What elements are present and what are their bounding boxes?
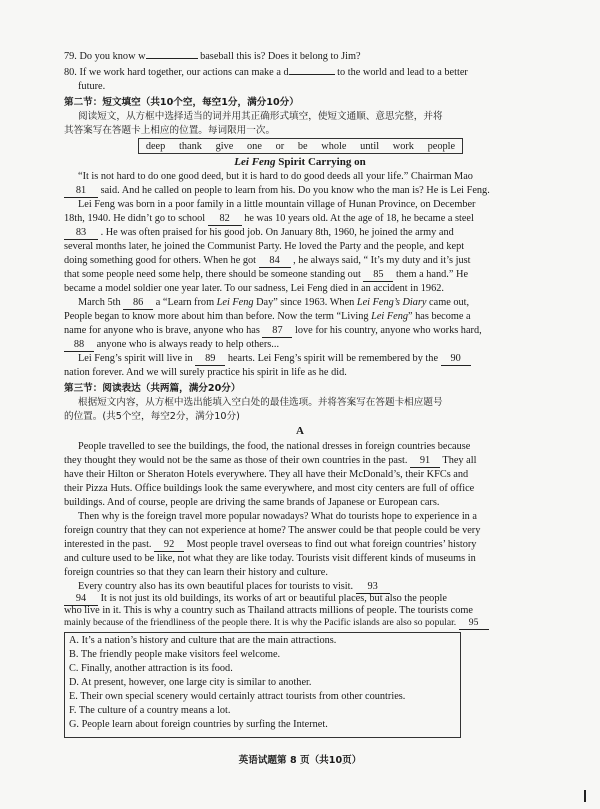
page-edge-mark [584, 790, 586, 802]
reading-line: Then why is the foreign travel more popular nowadays? What do tourists hope to experience in a [78, 511, 477, 522]
reading-line: have their Hilton or Sheraton Hotels everywhere. They all have their McDonald’s, their KFCs and [64, 469, 469, 480]
passage-title-name: Lei Feng [234, 156, 276, 168]
passage-italic: Lei Feng [371, 311, 409, 322]
blank-91[interactable]: 91 [410, 455, 440, 468]
q80-text-end: to the world and lead to a better [334, 67, 468, 78]
passage-text: said. And he called on people to learn from his. Do you know who the man is? He is Lei Feng. [98, 185, 490, 196]
q80-continuation: future. [78, 81, 106, 92]
passage-text: 18th, 1940. He didn’t go to school [64, 213, 208, 224]
reading-line: who live in it. This is why a country such as Thailand attracts millions of people. The tourists come [64, 605, 473, 616]
reading-line: foreign country that they can not experience at home? The answer could be that people could be very [64, 525, 481, 536]
passage-italic: Lei Feng’s Diary [356, 297, 427, 308]
reading-text: Most people travel overseas to find out what foreign countries’ history [184, 539, 477, 550]
reading-line [64, 538, 539, 552]
reading-line: mainly because of the friendliness of the people there. It is why the Pacific islands are also so popular. 95 [64, 616, 539, 630]
word-option: one [247, 140, 262, 152]
passage-text: a “Learn from [153, 297, 217, 308]
blank-84[interactable]: 84 [259, 255, 291, 268]
reading-line: foreign countries so that they can learn their history and culture. [64, 567, 328, 578]
question-80 [64, 66, 539, 80]
blank-81[interactable]: 81 [64, 185, 98, 198]
passage-line [64, 254, 539, 268]
passage-italic: Lei Feng [216, 297, 254, 308]
passage-line [64, 268, 539, 282]
word-option: deep [145, 140, 166, 152]
question-79 [64, 50, 539, 64]
blank-92[interactable]: 92 [154, 539, 184, 552]
q79-text-end: baseball this is? Does it belong to Jim? [197, 51, 361, 62]
passage-text: Lei Feng’s spirit will live in [78, 353, 196, 364]
passage-line [78, 296, 553, 310]
passage-line [64, 226, 539, 240]
reading-text: Every country also has its own beautiful places for tourists to visit. [78, 581, 356, 592]
option-b[interactable]: B. The friendly people make visitors feel welcome. [69, 649, 281, 660]
blank-88[interactable]: 88 [64, 339, 94, 352]
word-option: give [215, 140, 234, 152]
blank-93[interactable]: 93 [356, 581, 390, 594]
reading-line: their Pizza Huts. Office buildings look the same everywhere, and most city centers are full of office [64, 483, 475, 494]
reading-line: People travelled to see the buildings, the food, the national dresses in foreign countries because [78, 441, 471, 452]
passage-text: . He was often praised for his good job. On January 8th, 1960, he joined the army and [98, 227, 454, 238]
reading-text: they thought they would not be the same as those of their own countries in the past. [64, 455, 411, 466]
option-a[interactable]: A. It’s a nation’s history and culture that are the main attractions. [69, 635, 337, 646]
reading-text: It is not just its old buildings, its works of art or beautiful places, but also the people [98, 593, 447, 604]
q79-blank[interactable] [146, 58, 198, 59]
passage-line [64, 184, 539, 198]
blank-85[interactable]: 85 [363, 269, 393, 282]
passage-line [64, 212, 539, 226]
option-c[interactable]: C. Finally, another attraction is its food. [69, 663, 233, 674]
section3-instruction-1: 根据短文内容，从方框中选出能填入空白处的最佳选项。并将答案写在答题卡相应题号 [78, 397, 443, 408]
passage-line: several months later, he joined the Communist Party. He loved the Party and the people, and kept [64, 241, 465, 252]
word-option: or [275, 140, 285, 152]
passage-line [64, 310, 539, 324]
passage-line: became a model soldier one year later. To our sadness, Lei Feng died in an accident in 1962. [64, 283, 444, 294]
word-option: whole [321, 140, 347, 152]
passage-line [78, 352, 553, 366]
option-d[interactable]: D. At present, however, one large city is similar to another. [69, 677, 312, 688]
section2-heading: 第二节：短文填空（共10个空，每空1分，满分10分） [64, 97, 299, 108]
passage-line [64, 338, 539, 352]
passage-line: Lei Feng was born in a poor family in a little mountain village of Hunan Province, on December [78, 199, 476, 210]
q80-blank[interactable] [289, 74, 335, 75]
passage-text: hearts. Lei Feng’s spirit will be remembered by the [225, 353, 441, 364]
word-option: until [360, 140, 380, 152]
passage-line: nation forever. And we will surely practice his spirit in life as he did. [64, 367, 347, 378]
passage-text: anyone who is always ready to help others... [94, 339, 280, 350]
passage-line [64, 324, 539, 338]
passage-text: ” has become a [408, 311, 471, 322]
section3-heading: 第三节：阅读表达（共两篇，满分20分） [64, 383, 241, 394]
passage-text: them a hand.” He [393, 269, 469, 280]
blank-83[interactable]: 83 [64, 227, 98, 240]
q80-text: 80. If we work hard together, our actions can make a d [64, 67, 289, 78]
passage-title [0, 156, 600, 168]
q79-text: 79. Do you know w [64, 51, 146, 62]
section3-instruction-2: 的位置。(共5个空，每空2分，满分10分) [64, 411, 240, 422]
passage-text: doing something good for others. When he got [64, 255, 259, 266]
reading-text: interested in the past. [64, 539, 155, 550]
word-option: people [427, 140, 456, 152]
options-box [64, 632, 461, 738]
reading-line: and culture used to be like, not what they are like today. Tourists visit different kinds of museums in [64, 553, 476, 564]
section2-instruction-2: 其答案写在答题卡上相应的位置。每词限用一次。 [64, 125, 276, 136]
passage-text: People began to know more about him than before. Now the term “Living [64, 311, 372, 322]
passage-text: love for his country, anyone who works hard, [292, 325, 482, 336]
reading-a-label: A [296, 425, 304, 437]
passage-text: came out, [426, 297, 470, 308]
blank-95[interactable]: 95 [459, 617, 489, 630]
blank-87[interactable]: 87 [262, 325, 292, 338]
option-e[interactable]: E. Their own special scenery would certainly attract tourists from other countries. [69, 691, 406, 702]
passage-line: “It is not hard to do one good deed, but it is hard to do good deeds all your life.” Chairman Mao [78, 171, 473, 182]
passage-text: Day” since 1963. When [253, 297, 357, 308]
passage-text: he was 10 years old. At the age of 18, he became a steel [241, 213, 474, 224]
passage-text: , he always said, “ It’s my duty and it’s just [290, 255, 471, 266]
blank-94[interactable]: 94 [64, 593, 98, 606]
reading-line [64, 454, 539, 468]
blank-82[interactable]: 82 [208, 213, 242, 226]
word-option: thank [178, 140, 202, 152]
passage-text: March 5th [78, 297, 124, 308]
word-box [138, 138, 463, 154]
blank-89[interactable]: 89 [195, 353, 225, 366]
reading-text: They all [440, 455, 477, 466]
option-g[interactable]: G. People learn about foreign countries by surfing the Internet. [69, 719, 328, 730]
blank-90[interactable]: 90 [441, 353, 471, 366]
page-footer: 英语试题第 8 页（共10页） [238, 755, 362, 766]
blank-86[interactable]: 86 [123, 297, 153, 310]
passage-title-rest: Spirit Carrying on [275, 156, 366, 168]
option-f[interactable]: F. The culture of a country means a lot. [69, 705, 231, 716]
reading-line: buildings. And of course, people are driving the same brands of Japanese or European cars. [64, 497, 440, 508]
word-option: work [392, 140, 414, 152]
passage-text: that some people need some help, there should be someone standing out [64, 269, 364, 280]
word-option: be [297, 140, 308, 152]
section2-instruction-1: 阅读短文，从方框中选择适当的词并用其正确形式填空，使短文通顺、意思完整，并将 [78, 111, 443, 122]
passage-text: name for anyone who is brave, anyone who has [64, 325, 263, 336]
